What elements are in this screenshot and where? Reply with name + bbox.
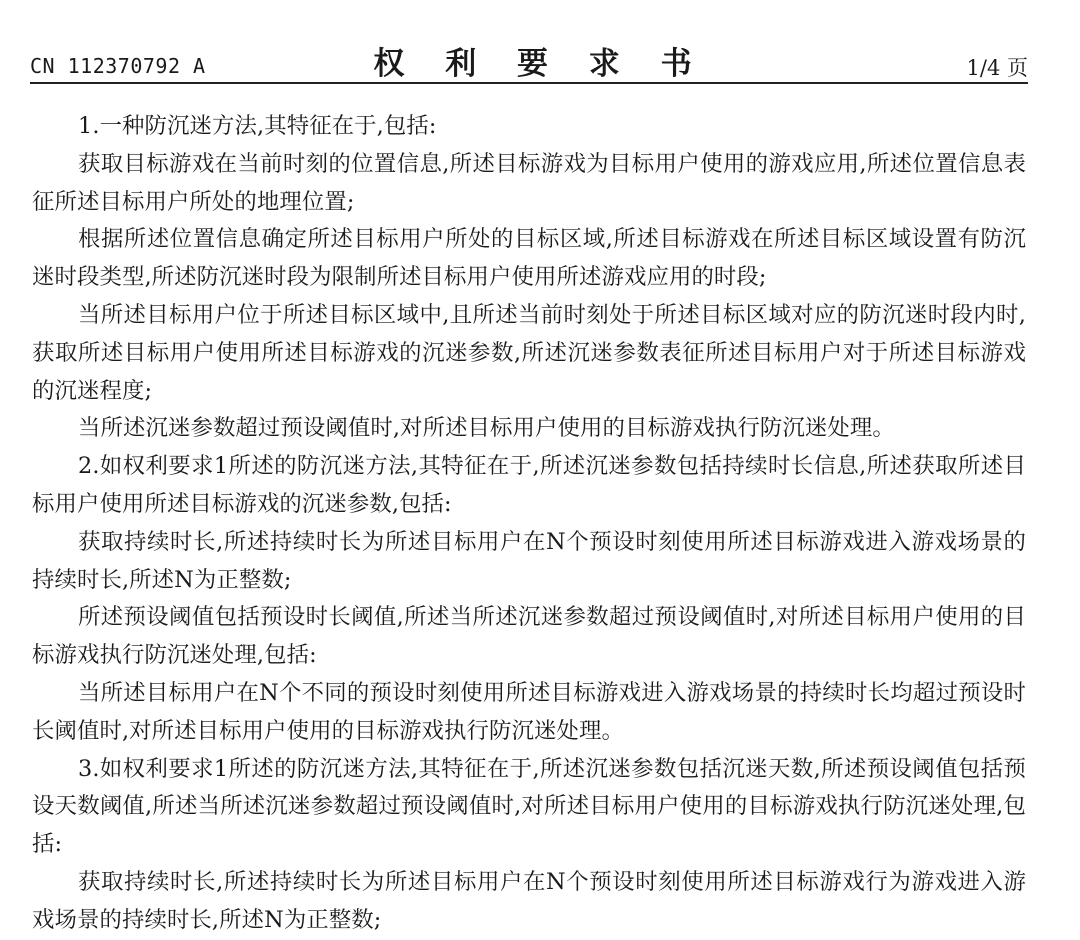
header-divider bbox=[30, 82, 1028, 84]
claims-body bbox=[32, 108, 1026, 940]
claim-paragraph: 所述预设阈值包括预设时长阈值,所述当所述沉迷参数超过预设阈值时,对所述目标用户使用的目标游戏执行防沉迷处理,包括: bbox=[32, 604, 1026, 669]
document-title: 权 利 要 求 书 bbox=[373, 46, 707, 82]
claim-paragraph: 当所述沉迷参数超过预设阈值时,对所述目标用户使用的目标游戏执行防沉迷处理。 bbox=[78, 415, 895, 442]
claim-2-heading: 2.如权利要求1所述的防沉迷方法,其特征在于,所述沉迷参数包括持续时长信息,所述获取所述目标用户使用所述目标游戏的沉迷参数,包括: bbox=[32, 453, 1026, 517]
claim-paragraph: 根据所述位置信息确定所述目标用户所处的目标区域,所述目标游戏在所述目标区域设置有防沉迷时段类型,所述防沉迷时段为限制所述目标用户使用所述游戏应用的时段; bbox=[32, 226, 1026, 291]
claim-paragraph: 获取持续时长,所述持续时长为所述目标用户在N个预设时刻使用所述目标游戏进入游戏场景的持续时长,所述N为正整数; bbox=[32, 528, 1026, 593]
claim-paragraph: 获取持续时长,所述持续时长为所述目标用户在N个预设时刻使用所述目标游戏行为游戏进入游戏场景的持续时长,所述N为正整数; bbox=[32, 868, 1026, 933]
claim-paragraph: 当所述目标用户在N个不同的预设时刻使用所述目标游戏进入游戏场景的持续时长均超过预设时长阈值时,对所述目标用户使用的目标游戏执行防沉迷处理。 bbox=[32, 679, 1026, 744]
claim-paragraph: 当所述目标用户位于所述目标区域中,且所述当前时刻处于所述目标区域对应的防沉迷时段内时,获取所述目标用户使用所述目标游戏的沉迷参数,所述沉迷参数表征所述目标用户对于所述目标游戏的沉迷程度; bbox=[32, 301, 1026, 404]
claim-1-heading: 1.一种防沉迷方法,其特征在于,包括: bbox=[78, 113, 437, 139]
document-number: CN 112370792 A bbox=[30, 54, 206, 78]
claim-3-heading: 3.如权利要求1所述的防沉迷方法,其特征在于,所述沉迷参数包括沉迷天数,所述预设阈值包括预设天数阈值,所述当所述沉迷参数超过预设阈值时,对所述目标用户使用的目标游戏执行防沉迷处理,包括: bbox=[32, 755, 1026, 858]
page-header bbox=[0, 0, 1080, 84]
page-indicator: 1/4 页 bbox=[966, 56, 1028, 80]
claim-paragraph: 获取目标游戏在当前时刻的位置信息,所述目标游戏为目标用户使用的游戏应用,所述位置信息表征所述目标用户所处的地理位置; bbox=[32, 150, 1026, 215]
